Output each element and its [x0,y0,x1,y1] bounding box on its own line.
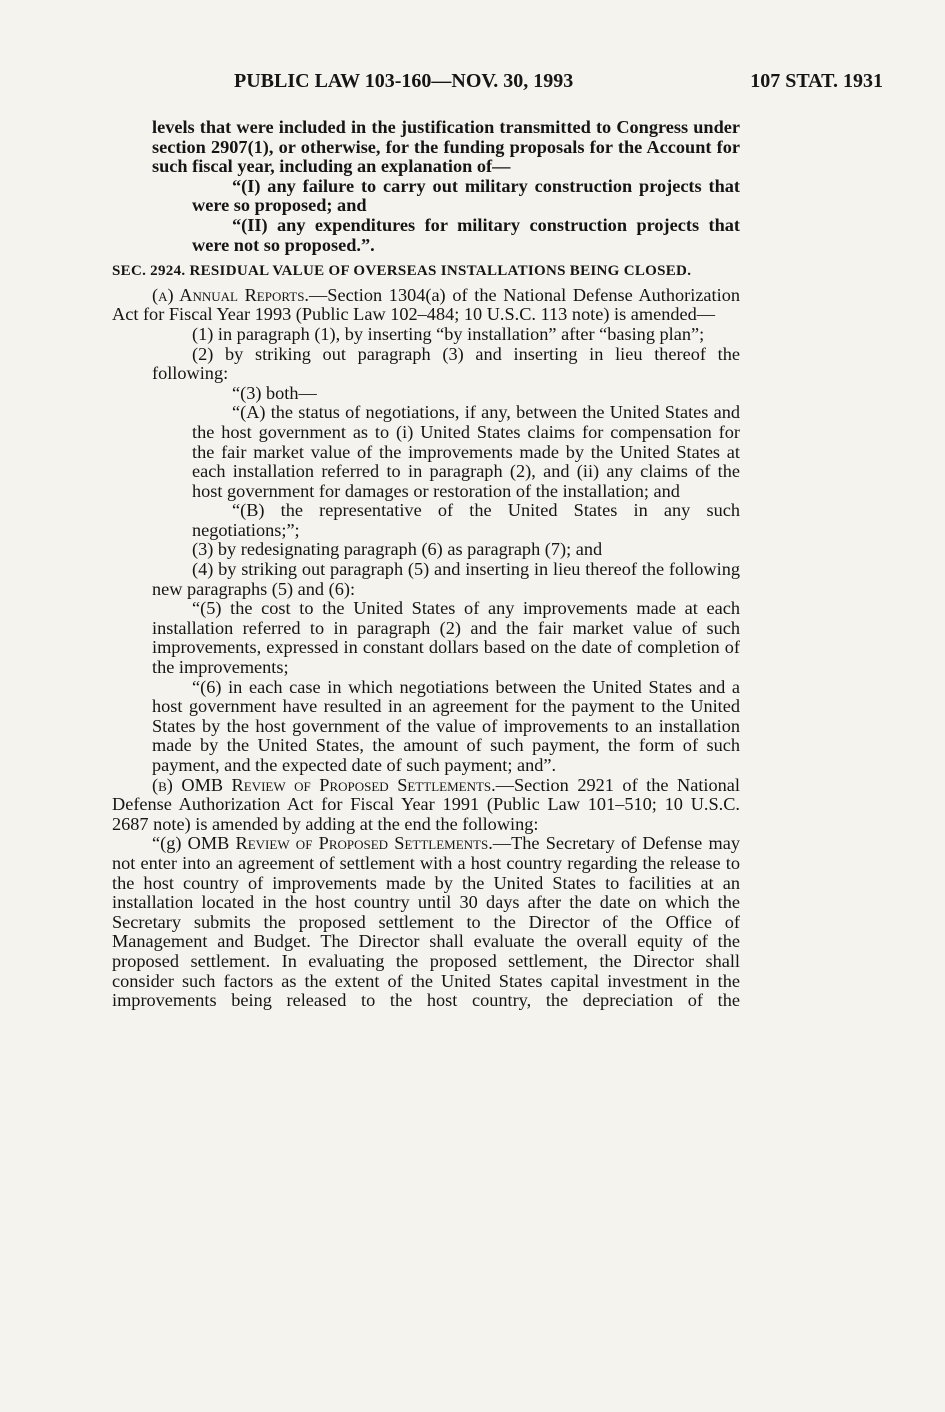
list-item: “(3) both— [232,382,317,403]
list-item: (1) in paragraph (1), by inserting “by installation” after “basing plan”; [192,323,705,344]
paragraph: “(I) any failure to carry out military construction projects that were so proposed; and [192,175,740,216]
subsection-a-text: —Section 1304(a) of the National Defense Authorization Act for Fiscal Year 1993 (Public Law 102–484; 10 U.S.C. 113 note) is amended— [112,284,740,325]
list-item: (2) by striking out paragraph (3) and inserting in lieu thereof the following: [152,343,740,384]
subsection-g-text: —The Secretary of Defense may not enter into an agreement of settlement with a host country regarding the release to the host country of improvements made by the United States to facilities at an installation located in the host country until 30 days after the date on which the Secretary submits the proposed settlement to the Director of the Office of Management and Budget. The Director shall evaluate the overall equity of the proposed settlement. In evaluating the proposed settlement, the Director shall consider such factors as the extent of the United States capital investment in the improvements being released to the host country, the depreciation of the [112,833,740,1011]
list-item: (4) by striking out paragraph (5) and inserting in lieu thereof the following new paragraphs (5) and (6): [152,559,740,599]
subsection-b [112,776,740,835]
paragraph: “(II) any expenditures for military construction projects that were not so proposed.”. [192,214,740,255]
running-title: PUBLIC LAW 103-160—NOV. 30, 1993 [234,70,574,92]
list-item: (3) by redesignating paragraph (6) as paragraph (7); and [192,539,603,560]
list-item: “(5) the cost to the United States of any improvements made at each installation referred to in paragraph (2) and the fair market value of such improvements, expressed in constant dollars based on the date of completion of the improvements; [152,598,740,678]
section-heading: SEC. 2924. RESIDUAL VALUE OF OVERSEAS INSTALLATIONS BEING CLOSED. [112,263,692,280]
stat-page-number: 107 STAT. 1931 [750,70,883,92]
subsection-g-heading: OMB Review of Proposed Settlements. [187,833,493,854]
page-header [152,70,883,100]
document-body [112,118,740,1011]
list-item: “(6) in each case in which negotiations between the United States and a host government have resulted in an agreement for the payment to the United States by the host government of the value of improvements to an installation made by the United States, the amount of such payment, the form of such payment, and the expected date of such payment; and”. [152,676,740,775]
list-item: “(A) the status of negotiations, if any, between the United States and the host government as to (i) United States claims for compensation for the fair market value of the improvements made by the United States at each installation referred to in paragraph (2), and (ii) any claims of the host government for damages or restoration of the installation; and [192,402,740,501]
list-item: “(B) the representative of the United States in any such negotiations;”; [192,500,740,540]
subsection-g-open: “(g) [152,833,188,854]
subsection-a-heading: (a) Annual Reports. [152,284,309,305]
paragraph: levels that were included in the justification transmitted to Congress under section 2907(1), or otherwise, for the funding proposals for the Account for such fiscal year, including an explanation of— [152,117,740,177]
subsection-b-heading: (b) OMB Review of Proposed Settlements. [152,774,496,795]
subsection-g [112,834,740,1010]
subsection-a [112,286,740,325]
subsection-b-text: —Section 2921 of the National Defense Authorization Act for Fiscal Year 1991 (Public Law 101–510; 10 U.S.C. 2687 note) is amended by adding at the end the following: [112,774,740,834]
